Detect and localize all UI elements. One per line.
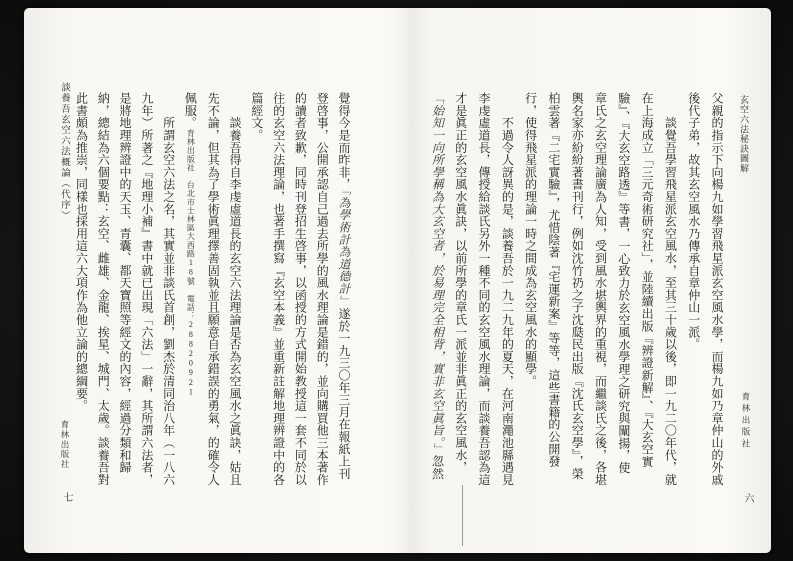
body-text: 先不論，但其為了學術眞理擇善固執並且願意自承錯誤的勇氣，的確令人 <box>206 92 221 486</box>
publisher-address-footnote: 育林出版社 台北市士林區大西路18號 電話：28820921 <box>186 128 196 397</box>
right-page-body <box>424 92 728 490</box>
text-column <box>157 92 179 486</box>
body-text: 所謂玄空六法之名，其實並非談氏首創，劉杰於清同治八年（一八六 <box>161 92 176 486</box>
text-column <box>518 92 541 486</box>
text-column <box>658 92 681 486</box>
body-text: 談覺吾學習飛星派玄空風水，至其三十歲以後，即一九二〇年代，就 <box>663 92 678 486</box>
body-text: 忽然 <box>430 455 445 480</box>
text-column <box>588 92 611 486</box>
body-text: 談養吾得自李虔虛道長的玄空六法理論是否為玄空風水之眞訣，姑且 <box>228 92 243 486</box>
text-column <box>91 92 113 486</box>
publisher-colophon: 育林出版社 <box>741 392 751 451</box>
text-column <box>681 92 704 486</box>
book-title-running-head: 玄空六法秘訣圖解 <box>739 95 749 174</box>
text-column <box>223 92 245 486</box>
book-spread <box>24 8 771 553</box>
text-column <box>179 92 202 486</box>
body-text: 此書頗為推崇，同樣也採用這六大項作為他立論的總綱要。 <box>74 92 89 412</box>
quoted-passage: 「始知一向所學稱為大玄空者，於易理完全相背，實非玄空眞旨。」 <box>430 92 445 455</box>
body-text: 篇經文。 <box>249 92 264 142</box>
text-column <box>542 92 565 486</box>
body-text: 章氏之玄空理論廣為人知，受到風水堪輿界的重視，而繼談氏之後，各堪 <box>593 92 608 486</box>
body-text: 不過令人訝異的是，談養吾於一九二九年的夏天，在河南澠池縣遇見 <box>500 92 515 486</box>
body-text: 輿名家亦紛紛著書刊行，例如沈竹礽之子沈瓞民出版『沈氏玄空學』，榮 <box>570 92 585 480</box>
text-column <box>70 92 92 486</box>
body-text: 才是眞正的玄空風水眞訣，以前所學的章氏一派並非眞正的玄空風水， <box>453 92 468 474</box>
text-column <box>448 92 471 486</box>
chapter-title-running-head: 談養吾玄空六法概論（代序） <box>59 82 69 222</box>
left-page-body <box>69 92 354 490</box>
text-column <box>310 92 332 486</box>
text-column <box>135 92 157 486</box>
body-text: 父親的指示下向楊九如學習飛星派玄空風水學，而楊九如乃章仲山的外戚 <box>710 92 724 486</box>
text-column <box>289 92 311 486</box>
body-text: 覺得今是而昨非， <box>337 92 351 191</box>
body-text: 的讀者致歉，同時刊登招生啓事，以函授的方式開始教授這一套不同於以 <box>293 92 308 486</box>
quoted-passage: 「為學術計為道德計」 <box>337 190 351 308</box>
text-column <box>705 92 728 486</box>
body-text: 驗』、『大玄空路透』等書，一心致力於玄空風水學理之研究與闡揚，使 <box>616 92 631 474</box>
body-text: 往的玄空六法理論，也著手撰寫『玄空本義』並重新註解地理辨證中的各 <box>271 92 286 486</box>
body-text: 登啓事，公開承認自己過去所學的風水理論是錯的，並向購買他三本著作 <box>315 92 330 486</box>
body-text: 後代子弟，故其玄空風水乃傳承自章仲山一派。 <box>686 92 701 351</box>
body-text: 是將地理辨證中的天玉、青囊、都天寶照等經文的內容，經過分類和歸 <box>118 92 133 474</box>
spine-crease-line <box>462 485 463 546</box>
body-text: 遂於一九三〇年三月在報紙上刊 <box>337 307 351 480</box>
text-column <box>201 92 223 486</box>
text-column <box>635 92 658 486</box>
text-column <box>612 92 635 486</box>
body-text: 在上海成立「三元奇術研究社」，並陸續出版『辨證新解』、『大玄空實 <box>640 92 655 468</box>
body-text: 行，使得飛星派的理論一時之間成為玄空風水的顯學。 <box>523 92 538 388</box>
text-column <box>113 92 135 486</box>
text-column <box>425 92 448 486</box>
text-column <box>267 92 289 486</box>
body-text: 柏雲著『二宅實驗』，尤惜陰著『宅運新案』等等，這些書籍的公開發 <box>546 92 561 468</box>
page-number: 六 <box>742 493 753 503</box>
body-text: 李虔虛道長，傳授給談氏另外一種不同的玄空風水理論，而談養吾認為這 <box>477 92 492 486</box>
text-column <box>332 92 354 486</box>
body-text: 九年）所著之『地理小補』書中就已出現「六法」一辭，其所謂六法者， <box>139 92 154 486</box>
body-text: 納，總結為六個要點：玄空、雌雄、金龍、挨星、城門、太歲。談養吾對 <box>96 92 111 486</box>
text-column <box>472 92 495 486</box>
text-column <box>565 92 588 486</box>
publisher-colophon: 育林出版社 <box>60 420 70 470</box>
text-column <box>245 92 267 486</box>
text-column <box>495 92 518 486</box>
page-number: 七 <box>61 492 72 502</box>
body-text: 佩服。 <box>183 92 198 129</box>
